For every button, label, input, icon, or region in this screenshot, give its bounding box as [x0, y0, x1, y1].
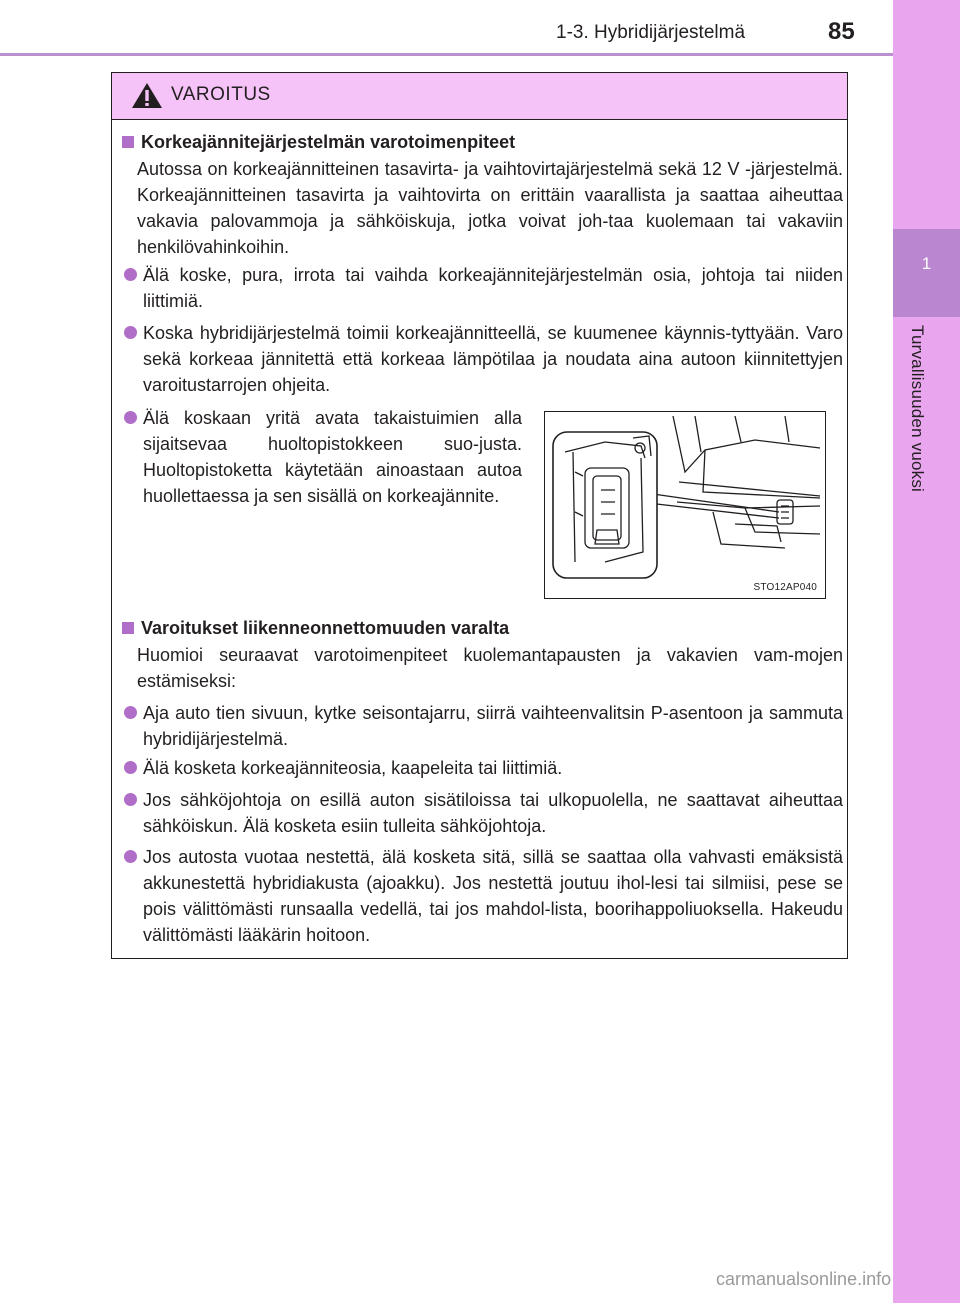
round-bullet-icon [124, 411, 137, 424]
section-intro: Autossa on korkeajännitteinen tasavirta- ja vaihtovirtajärjestelmä sekä 12 V -järjestelmä. Korkeajännitteinen tasavirta ja vaihtovirta on erittäin vaarallista ja saattaa aiheuttaa vakavia palovammoja ja sähköiskuja, jotka voivat joh-taa kuolemaan tai vakaviin henkilövahinkoihin. [137, 159, 843, 257]
warning-triangle-icon [131, 82, 163, 109]
page-number: 85 [828, 18, 855, 45]
section-heading-text: Varoitukset liikenneonnettomuuden varalta [141, 618, 510, 638]
list-item [124, 320, 843, 398]
service-plug-figure [544, 411, 826, 599]
section-heading-text: Korkeajännitejärjestelmän varotoimenpiteet [141, 132, 516, 152]
round-bullet-icon [124, 761, 137, 774]
section-intro: Huomioi seuraavat varotoimenpiteet kuolemantapausten ja vakavien vam-mojen estämiseksi: [137, 645, 843, 691]
round-bullet-icon [124, 850, 137, 863]
round-bullet-icon [124, 793, 137, 806]
section-heading-accident [122, 618, 842, 639]
list-item [124, 755, 843, 781]
round-bullet-icon [124, 706, 137, 719]
header-section-title: 1-3. Hybridijärjestelmä [556, 22, 746, 43]
warning-title: VAROITUS [171, 84, 271, 105]
list-item-text: Jos sähköjohtoja on esillä auton sisätiloissa tai ulkopuolella, ne saattavat aiheuttaa sähköiskun. Älä kosketa esiin tulleita sähköjohtoja. [143, 790, 843, 836]
round-bullet-icon [124, 326, 137, 339]
list-item [124, 405, 522, 509]
list-item [124, 787, 843, 839]
figure-caption: STO12AP040 [753, 582, 817, 593]
warning-box [111, 72, 848, 959]
list-item-text: Älä koske, pura, irrota tai vaihda korkeajännitejärjestelmän osia, johtoja tai niiden liittimiä. [143, 265, 843, 311]
chapter-label: Turvallisuuden vuoksi [908, 325, 927, 493]
list-item-text: Aja auto tien sivuun, kytke seisontajarru, siirrä vaihteenvalitsin P-asentoon ja sammuta hybridijärjestelmä. [143, 703, 843, 749]
watermark: carmanualsonline.info [716, 1269, 892, 1289]
list-item-text: Jos autosta vuotaa nestettä, älä kosketa sitä, sillä se saattaa olla vahvasti emäksistä akkunestettä hybridiakusta (ajoakku). Jos nestettä joutuu ihol-lesi tai silmiisi, pese se pois välittömästi runsaalla vedellä, tai jos mahdol-lista, boorihappoliuoksella. Hakeudu välittömästi lääkärin hoitoon. [143, 847, 843, 945]
list-item-text: Älä koskaan yritä avata takaistuimien alla sijaitsevaa huoltopistokkeen suo-justa. Huoltopistoketta käytetään ainoastaan autoa huollettaessa ja sen sisällä on korkeajännite. [143, 408, 522, 506]
header-rule [0, 53, 893, 56]
chapter-number: 1 [893, 229, 960, 317]
warning-header [112, 73, 847, 120]
chapter-side-tab [893, 0, 960, 1303]
list-item [124, 262, 843, 314]
square-bullet-icon [122, 136, 134, 148]
list-item [124, 844, 843, 948]
page-header [0, 0, 893, 56]
list-item-text: Koska hybridijärjestelmä toimii korkeajännitteellä, se kuumenee käynnis-tyttyään. Varo sekä korkeaa jännitettä että korkeaa lämpötilaa ja noudata aina autoon kiinnitettyjen varoitustarrojen ohjeita. [143, 323, 843, 395]
square-bullet-icon [122, 622, 134, 634]
section-heading-high-voltage [122, 132, 842, 153]
list-item-text: Älä kosketa korkeajänniteosia, kaapeleita tai liittimiä. [143, 758, 563, 778]
round-bullet-icon [124, 268, 137, 281]
service-plug-illustration [545, 412, 824, 597]
list-item [124, 700, 843, 752]
